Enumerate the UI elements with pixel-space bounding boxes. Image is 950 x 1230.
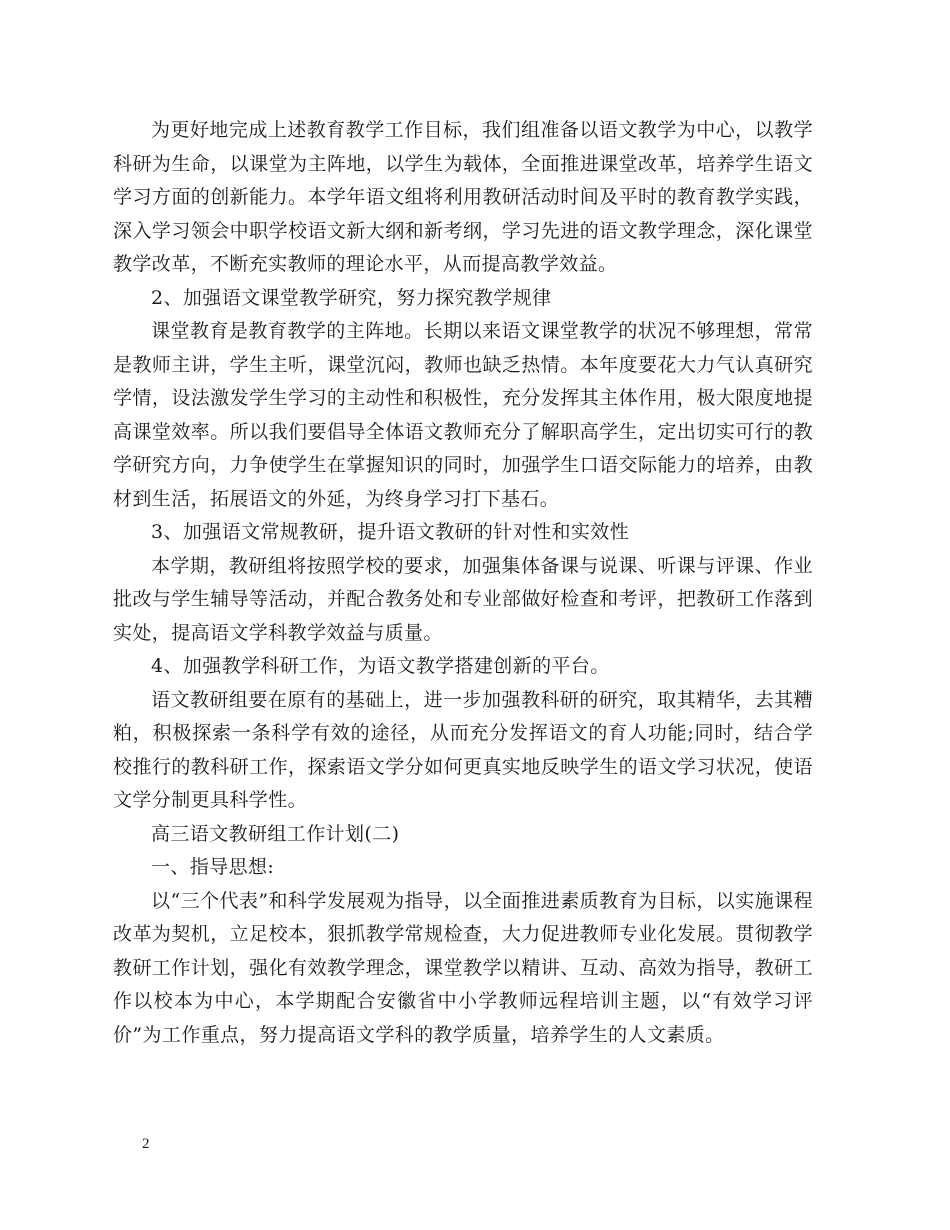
section-heading: 一、指导思想: bbox=[151, 856, 275, 878]
paragraph: 为更好地完成上述教育教学工作目标，我们组准备以语文教学为中心，以教学科研为生命，以课堂为主阵地，以学生为载体，全面推进课堂改革，培养学生语文学习方面的创新能力。本学年语文组将利用教研活动时间及平时的教育教学实践，深入学习领会中职学校语文新大纲和新考纲，学习先进的语文教学理念，深化课堂教学改革，不断充实教师的理论水平，从而提高教学效益。 bbox=[113, 119, 813, 275]
page-number: 2 bbox=[142, 1136, 150, 1152]
paragraph: 以“三个代表”和科学发展观为指导，以全面推进素质教育为目标，以实施课程改革为契机，立足校本，狠抓教学常规检查，大力促进教师专业化发展。贯彻教学教研工作计划，强化有效教学理念，课堂教学以精讲、互动、高效为指导，教研工作以校本为中心，本学期配合安徽省中小学教师远程培训主题，以“有效学习评价”为工作重点，努力提高语文学科的教学质量，培养学生的人文素质。 bbox=[113, 889, 813, 1046]
section-heading: 4、加强教学科研工作，为语文教学搭建创新的平台。 bbox=[151, 655, 610, 677]
paragraph: 课堂教育是教育教学的主阵地。长期以来语文课堂教学的状况不够理想，常常是教师主讲，学生主听，课堂沉闷，教师也缺乏热情。本年度要花大力气认真研究学情，设法激发学生学习的主动性和积极性，充分发挥其主体作用，极大限度地提高课堂效率。所以我们要倡导全体语文教师充分了解职高学生，定出切实可行的教学研究方向，力争使学生在掌握知识的同时，加强学生口语交际能力的培养，由教材到生活，拓展语文的外延，为终身学习打下基石。 bbox=[113, 320, 813, 510]
paragraph: 语文教研组要在原有的基础上，进一步加强教科研的研究，取其精华，去其糟粕，积极探索一条科学有效的途径，从而充分发挥语文的育人功能;同时，结合学校推行的教科研工作，探索语文学分如何更真实地反映学生的语文学习状况，使语文学分制更具科学性。 bbox=[113, 688, 813, 811]
document-subtitle: 高三语文教研组工作计划(二) bbox=[151, 822, 400, 845]
section-heading: 3、加强语文常规教研，提升语文教研的针对性和实效性 bbox=[151, 521, 630, 543]
section-heading: 2、加强语文课堂教学研究，努力探究教学规律 bbox=[151, 286, 552, 309]
document-body bbox=[113, 114, 813, 1052]
paragraph: 本学期，教研组将按照学校的要求，加强集体备课与说课、听课与评课、作业批改与学生辅导等活动，并配合教务处和专业部做好检查和考评，把教研工作落到实处，提高语文学科教学效益与质量。 bbox=[113, 554, 813, 644]
